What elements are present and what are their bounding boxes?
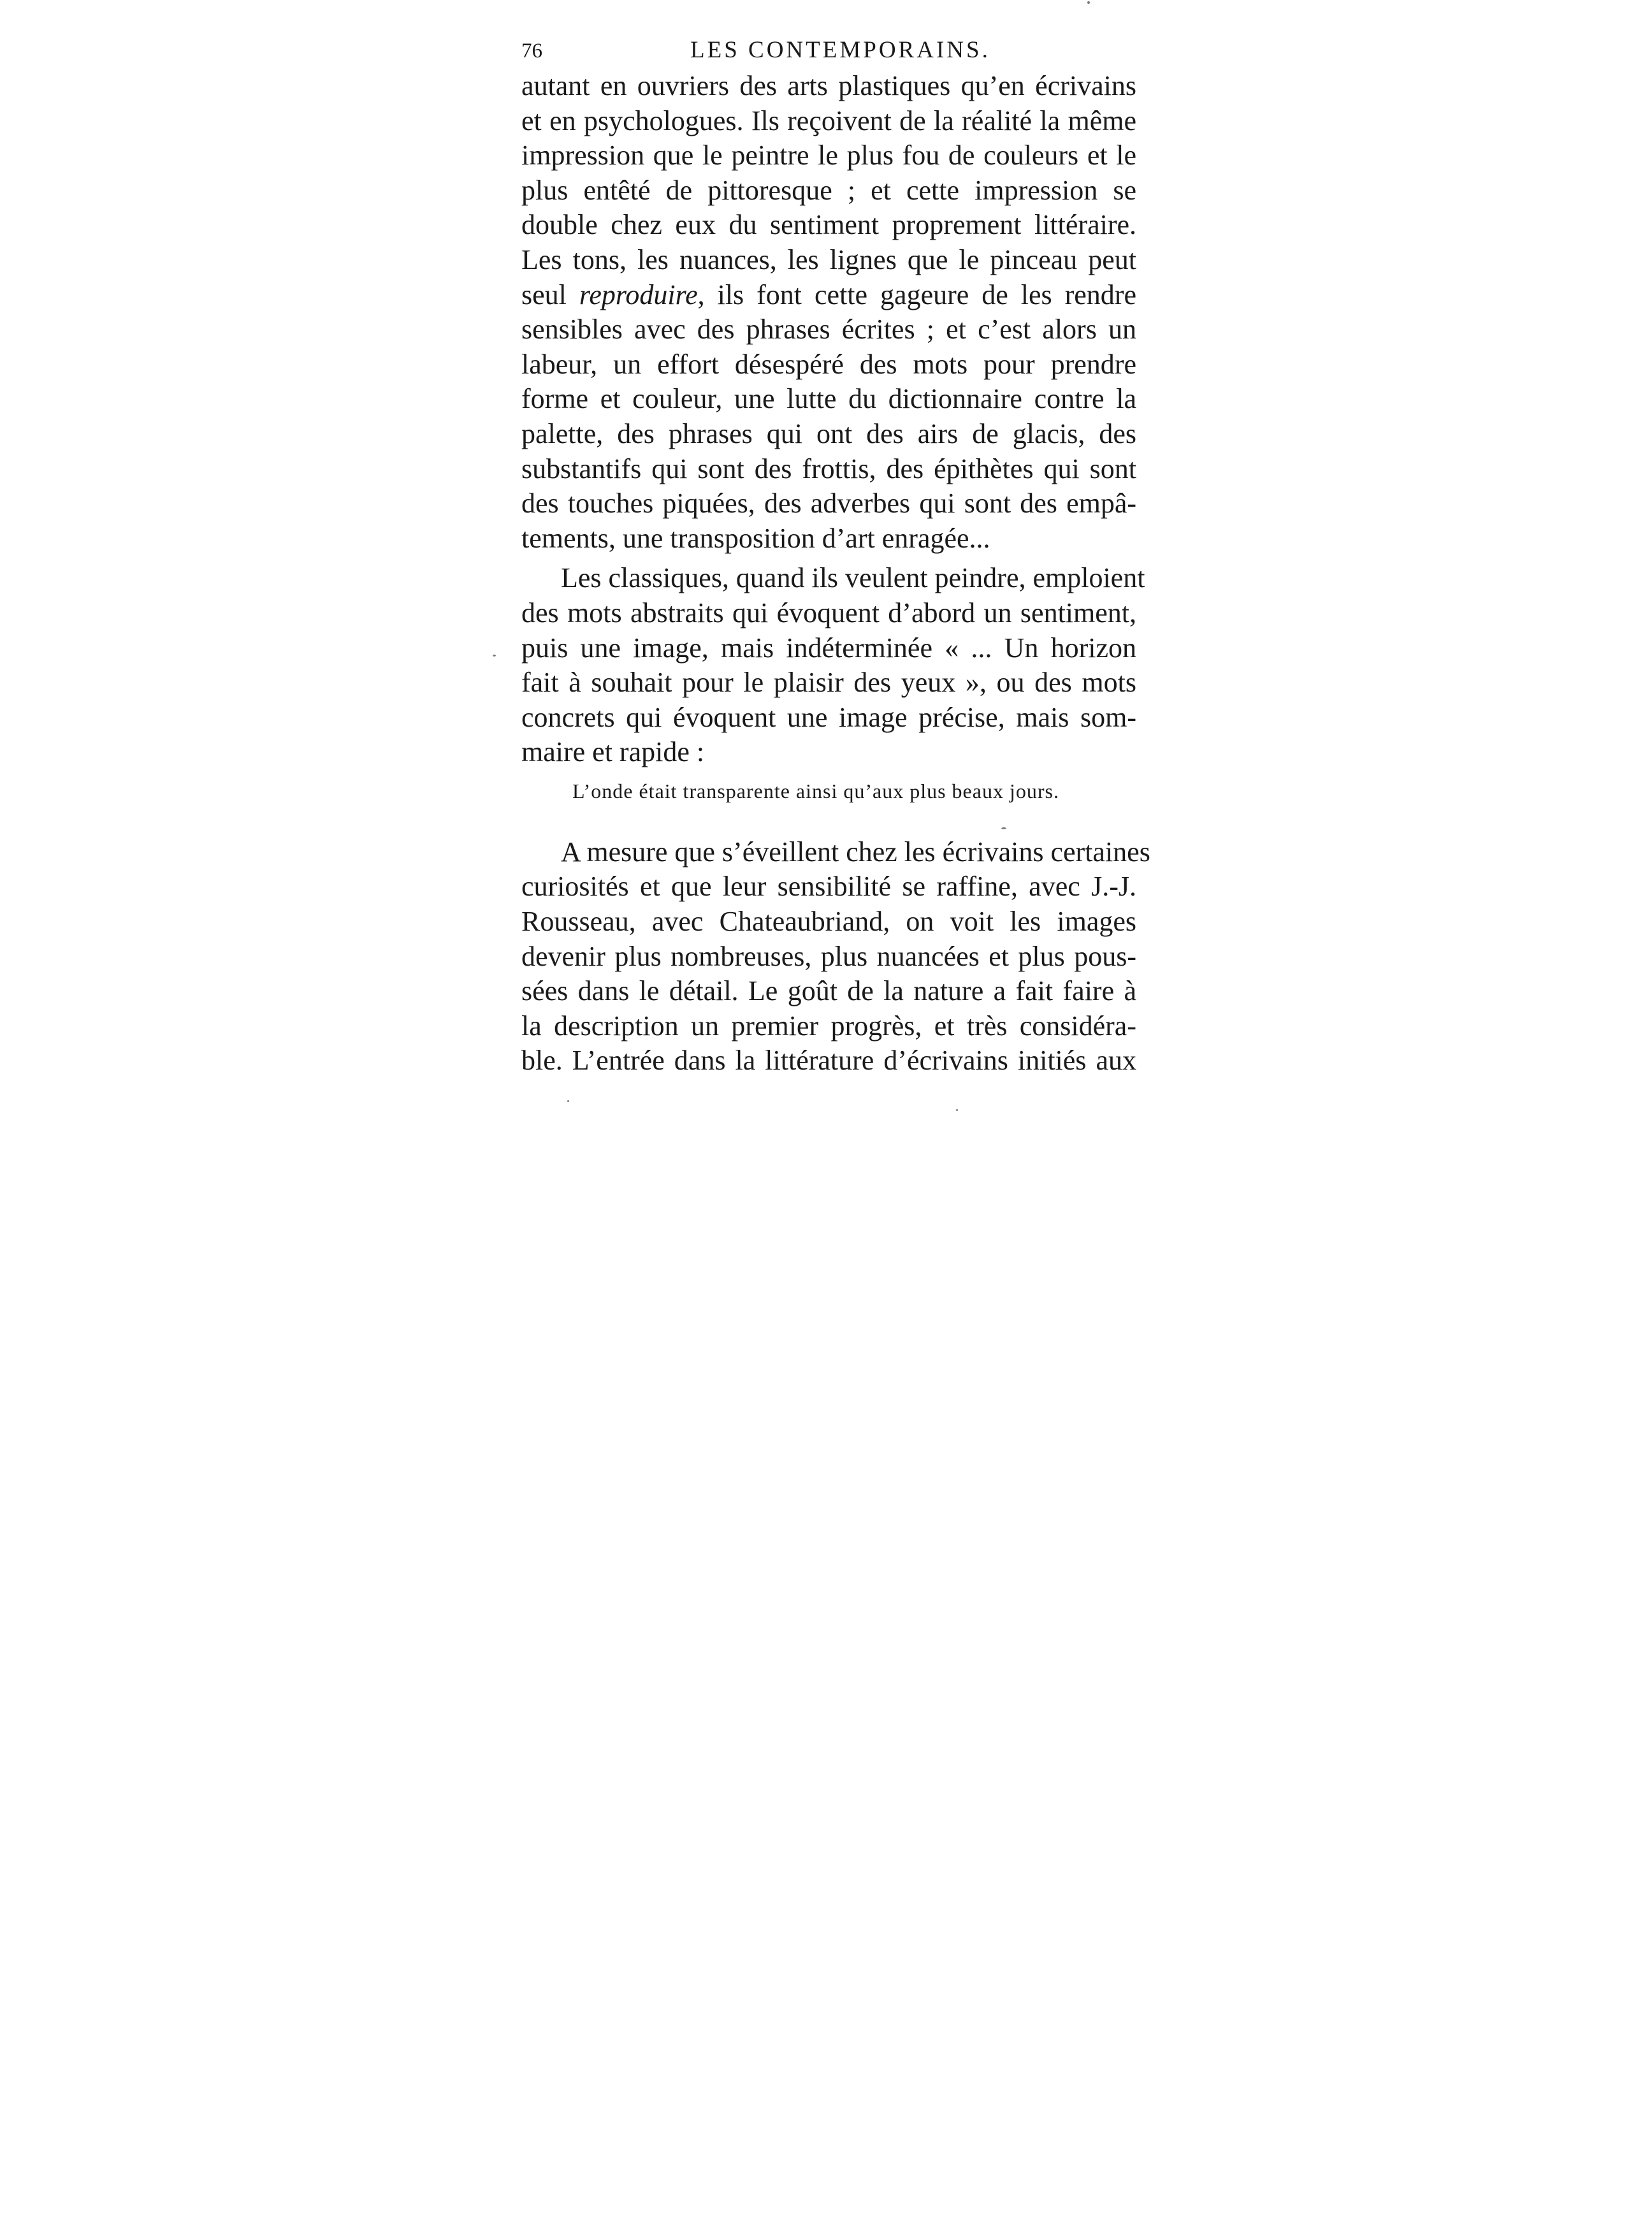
paragraph-1 xyxy=(521,69,1136,556)
paper-speck xyxy=(1001,827,1006,829)
text-run: seul xyxy=(521,279,579,310)
text-line: Les classiques, quand ils veulent peindre, emploient xyxy=(561,562,1145,594)
text-line: fait à souhait pour le plaisir des yeux », ou des mots xyxy=(521,667,1136,699)
text-line: curiosités et que leur sensibilité se raffine, avec J.-J. xyxy=(521,871,1136,903)
paper-speck xyxy=(1087,1,1090,4)
page-number: 76 xyxy=(521,40,542,62)
running-title: LES CONTEMPORAINS. xyxy=(690,37,990,63)
text-line: A mesure que s’éveillent chez les écrivains certaines xyxy=(561,836,1150,868)
text-line: des mots abstraits qui évoquent d’abord un sentiment, xyxy=(521,597,1136,628)
text-line: Rousseau, avec Chateaubriand, on voit les images xyxy=(521,906,1136,938)
text-line: maire et rapide : xyxy=(521,736,705,768)
text-line: et en psychologues. Ils reçoivent de la réalité la même xyxy=(521,105,1136,136)
text-line: des touches piquées, des adverbes qui sont des empâ- xyxy=(521,488,1136,519)
text-line: concrets qui évoquent une image précise, mais som- xyxy=(521,701,1136,733)
paper-speck xyxy=(567,1100,569,1102)
text-line: plus entêté de pittoresque ; et cette impression se xyxy=(521,174,1136,206)
text-line: la description un premier progrès, et très considéra- xyxy=(521,1010,1136,1042)
paragraph-3 xyxy=(521,835,1150,1078)
paper-speck xyxy=(956,1109,958,1111)
running-head xyxy=(521,28,1136,73)
text-line xyxy=(521,278,1136,313)
text-line: double chez eux du sentiment proprement littéraire. xyxy=(521,209,1136,241)
paragraph-2 xyxy=(521,561,1145,770)
text-line: tements, une transposition d’art enragée... xyxy=(521,522,990,554)
text-line: impression que le peintre le plus fou de couleurs et le xyxy=(521,140,1136,171)
text-line: devenir plus nombreuses, plus nuancées et plus pous- xyxy=(521,940,1136,972)
text-run: , ils font cette gageure de les rendre xyxy=(697,279,1136,310)
italic-word: reproduire xyxy=(579,279,698,310)
verse-quotation: L’onde était transparente ainsi qu’aux plus beaux jours. xyxy=(572,779,1059,802)
text-line: forme et couleur, une lutte du dictionnaire contre la xyxy=(521,383,1136,415)
text-line: labeur, un effort désespéré des mots pour prendre xyxy=(521,348,1136,380)
text-line: puis une image, mais indéterminée « ... Un horizon xyxy=(521,632,1136,664)
paragraph-spacer xyxy=(521,556,1136,561)
paragraph-spacer xyxy=(521,770,1136,775)
text-line: autant en ouvriers des arts plastiques qu’en écrivains xyxy=(521,70,1136,101)
paragraph-spacer xyxy=(521,807,1136,835)
text-line: Les tons, les nuances, les lignes que le pinceau peut xyxy=(521,243,1136,275)
text-line: ble. L’entrée dans la littérature d’écrivains initiés aux xyxy=(521,1045,1136,1077)
text-line: sensibles avec des phrases écrites ; et c’est alors un xyxy=(521,314,1136,345)
text-line: sées dans le détail. Le goût de la nature a fait faire à xyxy=(521,975,1136,1007)
body-text xyxy=(521,69,1150,1078)
text-line: palette, des phrases qui ont des airs de glacis, des xyxy=(521,417,1136,449)
paper-speck xyxy=(493,655,496,657)
text-line: substantifs qui sont des frottis, des épithètes qui sont xyxy=(521,453,1136,484)
